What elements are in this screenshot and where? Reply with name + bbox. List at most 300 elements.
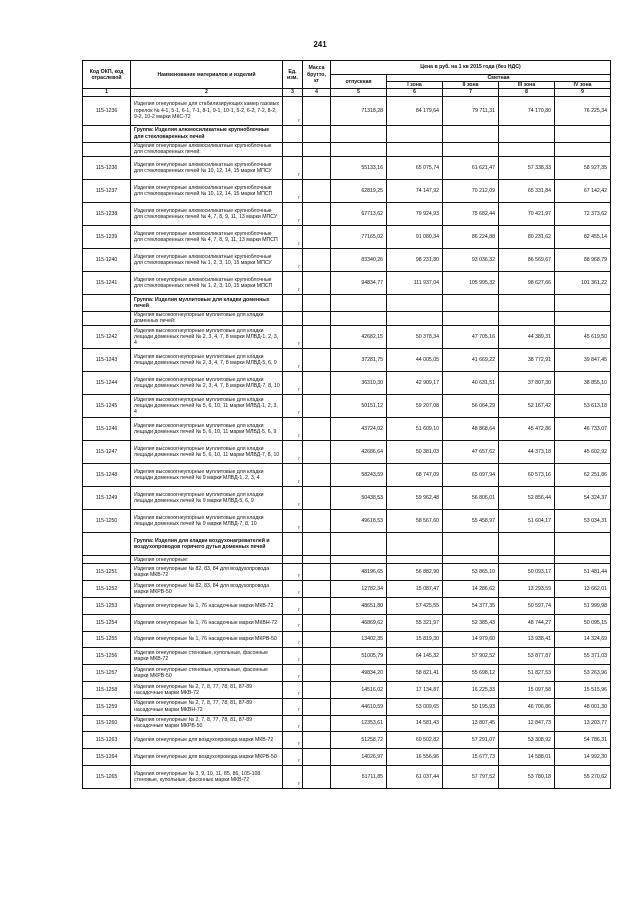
row-zone-1: 84 179,64 bbox=[387, 96, 443, 125]
row-name: Изделия огнеупорные № 1, 76 насадочные марки МКВН-72 bbox=[131, 614, 283, 631]
row-release: 94834,77 bbox=[331, 271, 387, 294]
row-release: 44610,59 bbox=[331, 698, 387, 715]
table-row bbox=[83, 372, 611, 395]
row-zone-3: 13 293,59 bbox=[499, 581, 555, 598]
row-name: Изделия огнеупорные для воздухопровода марки МКВ-72 bbox=[131, 732, 283, 749]
index-cell: 1 bbox=[83, 89, 131, 96]
row-mass bbox=[303, 248, 331, 271]
table-row bbox=[83, 202, 611, 225]
row-unit: т bbox=[283, 614, 303, 631]
row-zone-4: 50 095,15 bbox=[555, 614, 611, 631]
header-name: Наименование материалов и изделий bbox=[131, 61, 283, 89]
row-name: Изделия высокоогнеупорные муллитовые для кладки лещади доменных печей № 2, 3, 4, 7, 8 марки МЛВД-1, 2, 3, 4 bbox=[131, 326, 283, 349]
row-zone-2: 48 868,64 bbox=[443, 418, 499, 441]
row-zone-2: 14 979,60 bbox=[443, 631, 499, 648]
row-name: Изделия высокоогнеупорные муллитовые для кладки лещади доменных печей № 9 марки МЛВД-1, 2, 3, 4 bbox=[131, 464, 283, 487]
row-zone-1: 91 080,34 bbox=[387, 225, 443, 248]
row-zone-3: 38 772,91 bbox=[499, 349, 555, 372]
row-zone-3: 45 472,86 bbox=[499, 418, 555, 441]
table-row bbox=[83, 698, 611, 715]
row-code: 115-1265 bbox=[83, 765, 131, 788]
row-unit: т bbox=[283, 225, 303, 248]
row-name: Изделия огнеупорные стеновые, купольные, фасонные марки МКРВ-50 bbox=[131, 665, 283, 682]
row-mass bbox=[303, 648, 331, 665]
row-release: 13402,35 bbox=[331, 631, 387, 648]
row-zone-3: 44 389,31 bbox=[499, 326, 555, 349]
subgroup-code-empty bbox=[83, 311, 131, 325]
row-mass bbox=[303, 179, 331, 202]
row-release: 12353,61 bbox=[331, 715, 387, 732]
empty-cell bbox=[387, 311, 443, 325]
index-cell: 6 bbox=[387, 89, 443, 96]
row-mass bbox=[303, 156, 331, 179]
row-code: 115-1251 bbox=[83, 564, 131, 581]
row-zone-3: 53 308,92 bbox=[499, 732, 555, 749]
empty-cell bbox=[555, 533, 611, 556]
row-zone-2: 93 036,32 bbox=[443, 248, 499, 271]
row-code: 115-1242 bbox=[83, 326, 131, 349]
table-row bbox=[83, 225, 611, 248]
subgroup-name: Изделия огнеупорные алюмосиликатные крупноблочные для стекловаренных печей: bbox=[131, 142, 283, 156]
row-zone-1: 17 134,87 bbox=[387, 681, 443, 698]
row-name: Изделия высокоогнеупорные муллитовые для кладки лещади доменных печей № 2, 3, 4, 7, 8 марки МЛВД-7, 8, 10 bbox=[131, 372, 283, 395]
row-code: 115-1253 bbox=[83, 597, 131, 614]
row-unit: т bbox=[283, 681, 303, 698]
row-zone-2: 41 669,22 bbox=[443, 349, 499, 372]
empty-cell bbox=[443, 125, 499, 142]
row-zone-4: 51 999,98 bbox=[555, 597, 611, 614]
row-code: 115-1238 bbox=[83, 202, 131, 225]
row-mass bbox=[303, 665, 331, 682]
row-code: 115-1241 bbox=[83, 271, 131, 294]
table-row bbox=[83, 665, 611, 682]
row-name: Изделия высокоогнеупорные муллитовые для кладки лещади доменных печей № 5, 6, 10, 11 марки МЛВД-1, 2, 3, 4 bbox=[131, 395, 283, 418]
row-zone-1: 57 425,55 bbox=[387, 597, 443, 614]
row-zone-3: 12 847,73 bbox=[499, 715, 555, 732]
group-code-empty bbox=[83, 533, 131, 556]
row-code: 115-1244 bbox=[83, 372, 131, 395]
group-name: Группа: Изделия алюмосиликатные крупноблочные для стекловаренных печей bbox=[131, 125, 283, 142]
row-zone-3: 57 338,33 bbox=[499, 156, 555, 179]
row-zone-4: 54 786,31 bbox=[555, 732, 611, 749]
row-zone-2: 105 995,32 bbox=[443, 271, 499, 294]
header-zone-3: III зона bbox=[499, 82, 555, 89]
row-unit: т bbox=[283, 271, 303, 294]
empty-cell bbox=[555, 311, 611, 325]
row-unit: т bbox=[283, 441, 303, 464]
row-zone-4: 13 203,77 bbox=[555, 715, 611, 732]
row-mass bbox=[303, 597, 331, 614]
row-unit: т bbox=[283, 732, 303, 749]
row-code: 115-1243 bbox=[83, 349, 131, 372]
row-name: Изделия высокоогнеупорные муллитовые для кладки лещади доменных печей № 9 марки МЛВД-5, 6, 9 bbox=[131, 487, 283, 510]
row-zone-2: 70 212,09 bbox=[443, 179, 499, 202]
row-release: 83340,26 bbox=[331, 248, 387, 271]
table-body bbox=[83, 96, 611, 788]
row-code: 115-1256 bbox=[83, 648, 131, 665]
empty-cell bbox=[499, 294, 555, 311]
header-mass: Масса брутто, кг bbox=[303, 61, 331, 89]
empty-cell bbox=[331, 142, 387, 156]
row-unit: т bbox=[283, 156, 303, 179]
row-zone-3: 37 807,30 bbox=[499, 372, 555, 395]
empty-cell bbox=[331, 311, 387, 325]
row-mass bbox=[303, 326, 331, 349]
row-zone-2: 61 621,47 bbox=[443, 156, 499, 179]
row-zone-4: 48 001,30 bbox=[555, 698, 611, 715]
row-zone-2: 52 385,43 bbox=[443, 614, 499, 631]
row-release: 51711,85 bbox=[331, 765, 387, 788]
row-zone-4: 51 481,44 bbox=[555, 564, 611, 581]
row-unit: т bbox=[283, 564, 303, 581]
subgroup-code-empty bbox=[83, 556, 131, 564]
row-zone-1: 64 145,32 bbox=[387, 648, 443, 665]
row-code: 115-1236 bbox=[83, 96, 131, 125]
row-name: Изделия огнеупорные алюмосиликатные крупноблочные для стекловаренных печей № 4, 7, 8, 9, 11, 13 марки МПСП bbox=[131, 225, 283, 248]
row-unit: т bbox=[283, 202, 303, 225]
row-release: 14516,02 bbox=[331, 681, 387, 698]
row-unit: т bbox=[283, 648, 303, 665]
row-release: 67713,62 bbox=[331, 202, 387, 225]
table-row bbox=[83, 564, 611, 581]
table-row bbox=[83, 179, 611, 202]
row-name: Изделия огнеупорные № 2, 7, 8, 77, 78, 81, 87-89 насадочные марки МКВН-72 bbox=[131, 698, 283, 715]
row-code: 115-1250 bbox=[83, 510, 131, 533]
row-zone-1: 42 909,17 bbox=[387, 372, 443, 395]
row-code: 115-1237 bbox=[83, 179, 131, 202]
row-code: 115-1248 bbox=[83, 464, 131, 487]
row-zone-1: 58 821,41 bbox=[387, 665, 443, 682]
row-zone-4: 58 927,35 bbox=[555, 156, 611, 179]
table-row bbox=[83, 441, 611, 464]
row-zone-1: 50 378,34 bbox=[387, 326, 443, 349]
row-name: Изделия огнеупорные алюмосиликатные крупноблочные для стекловаренных печей № 4, 7, 8, 9, 11, 13 марки МПСУ bbox=[131, 202, 283, 225]
row-unit: т bbox=[283, 326, 303, 349]
row-mass bbox=[303, 441, 331, 464]
row-zone-2: 55 458,97 bbox=[443, 510, 499, 533]
row-release: 14026,97 bbox=[331, 749, 387, 766]
row-zone-4: 101 361,22 bbox=[555, 271, 611, 294]
row-name: Изделия огнеупорные № 82, 83, 84 для воздухопровода марки МКВ-72 bbox=[131, 564, 283, 581]
row-zone-1: 15 819,30 bbox=[387, 631, 443, 648]
row-zone-3: 50 093,17 bbox=[499, 564, 555, 581]
row-mass bbox=[303, 581, 331, 598]
row-release: 58243,59 bbox=[331, 464, 387, 487]
empty-cell bbox=[283, 556, 303, 564]
row-zone-3: 86 569,67 bbox=[499, 248, 555, 271]
empty-cell bbox=[499, 556, 555, 564]
row-zone-2: 13 807,45 bbox=[443, 715, 499, 732]
group-code-empty bbox=[83, 294, 131, 311]
empty-cell bbox=[387, 533, 443, 556]
row-mass bbox=[303, 418, 331, 441]
table-row bbox=[83, 631, 611, 648]
row-zone-3: 98 627,66 bbox=[499, 271, 555, 294]
row-unit: т bbox=[283, 372, 303, 395]
row-zone-1: 65 075,74 bbox=[387, 156, 443, 179]
row-mass bbox=[303, 349, 331, 372]
row-zone-2: 86 224,88 bbox=[443, 225, 499, 248]
row-release: 77165,02 bbox=[331, 225, 387, 248]
row-zone-1: 74 147,92 bbox=[387, 179, 443, 202]
empty-cell bbox=[443, 142, 499, 156]
row-zone-3: 60 573,16 bbox=[499, 464, 555, 487]
price-table bbox=[82, 60, 611, 789]
row-zone-3: 74 170,80 bbox=[499, 96, 555, 125]
row-zone-1: 16 556,96 bbox=[387, 749, 443, 766]
row-unit: т bbox=[283, 765, 303, 788]
empty-cell bbox=[283, 125, 303, 142]
row-unit: т bbox=[283, 179, 303, 202]
row-unit: т bbox=[283, 487, 303, 510]
row-name: Изделия огнеупорные алюмосиликатные крупноблочные для стекловаренных печей № 1, 2, 3, 10, 15 марки МПСП bbox=[131, 271, 283, 294]
row-unit: т bbox=[283, 749, 303, 766]
row-zone-4: 39 847,45 bbox=[555, 349, 611, 372]
row-code: 115-1252 bbox=[83, 581, 131, 598]
row-mass bbox=[303, 510, 331, 533]
row-mass bbox=[303, 271, 331, 294]
empty-cell bbox=[331, 533, 387, 556]
subgroup-row bbox=[83, 556, 611, 564]
row-unit: т bbox=[283, 464, 303, 487]
subgroup-code-empty bbox=[83, 142, 131, 156]
row-zone-4: 82 455,14 bbox=[555, 225, 611, 248]
table-row bbox=[83, 681, 611, 698]
group-name: Группа: Изделия для кладки воздухонагревателей и воздухопроводов горячего дутья доменных печей bbox=[131, 533, 283, 556]
row-zone-3: 48 744,27 bbox=[499, 614, 555, 631]
table-row bbox=[83, 510, 611, 533]
row-zone-4: 53 034,31 bbox=[555, 510, 611, 533]
table-row bbox=[83, 271, 611, 294]
row-name: Изделия высокоогнеупорные муллитовые для кладки лещади доменных печей № 5, 6, 10, 11 марки МЛВД-7, 8, 10 bbox=[131, 441, 283, 464]
row-zone-4: 76 225,34 bbox=[555, 96, 611, 125]
row-zone-3: 14 588,01 bbox=[499, 749, 555, 766]
row-zone-1: 111 937,04 bbox=[387, 271, 443, 294]
table-row bbox=[83, 581, 611, 598]
row-zone-2: 56 806,01 bbox=[443, 487, 499, 510]
row-release: 48196,65 bbox=[331, 564, 387, 581]
row-zone-2: 57 797,52 bbox=[443, 765, 499, 788]
row-mass bbox=[303, 225, 331, 248]
group-row bbox=[83, 125, 611, 142]
empty-cell bbox=[387, 556, 443, 564]
row-mass bbox=[303, 96, 331, 125]
empty-cell bbox=[283, 294, 303, 311]
row-code: 115-1245 bbox=[83, 395, 131, 418]
row-zone-3: 70 421,97 bbox=[499, 202, 555, 225]
row-release: 12782,34 bbox=[331, 581, 387, 598]
row-zone-2: 57 902,52 bbox=[443, 648, 499, 665]
table-row bbox=[83, 614, 611, 631]
row-name: Изделия огнеупорные для стабилизирующих камер газовых горелок № 4-1, 5-1, 6-1, 7-1, 8-1, 9-1, 10-1, 5-2, 6-2, 7-2, 8-2, 9-2, 10-2 марки МКС-72 bbox=[131, 96, 283, 125]
row-release: 42682,15 bbox=[331, 326, 387, 349]
row-name: Изделия огнеупорные № 2, 7, 8, 77, 78, 81, 87-89 насадочные марки МКРВ-50 bbox=[131, 715, 283, 732]
table-row bbox=[83, 487, 611, 510]
empty-cell bbox=[303, 125, 331, 142]
row-zone-2: 47 657,62 bbox=[443, 441, 499, 464]
row-zone-1: 61 037,44 bbox=[387, 765, 443, 788]
row-release: 51005,79 bbox=[331, 648, 387, 665]
row-unit: т bbox=[283, 395, 303, 418]
row-mass bbox=[303, 202, 331, 225]
row-mass bbox=[303, 765, 331, 788]
row-mass bbox=[303, 681, 331, 698]
row-zone-4: 72 373,62 bbox=[555, 202, 611, 225]
index-cell: 9 bbox=[555, 89, 611, 96]
empty-cell bbox=[555, 556, 611, 564]
empty-cell bbox=[303, 533, 331, 556]
row-mass bbox=[303, 487, 331, 510]
empty-cell bbox=[443, 311, 499, 325]
row-name: Изделия огнеупорные № 2, 7, 8, 77, 78, 81, 87-89 насадочные марки МКВ-72 bbox=[131, 681, 283, 698]
row-zone-4: 38 855,10 bbox=[555, 372, 611, 395]
row-release: 49834,20 bbox=[331, 665, 387, 682]
empty-cell bbox=[303, 311, 331, 325]
row-zone-4: 53 263,96 bbox=[555, 665, 611, 682]
row-zone-4: 53 613,18 bbox=[555, 395, 611, 418]
index-cell: 2 bbox=[131, 89, 283, 96]
row-zone-3: 51 604,17 bbox=[499, 510, 555, 533]
empty-cell bbox=[443, 533, 499, 556]
row-unit: т bbox=[283, 248, 303, 271]
table-row bbox=[83, 96, 611, 125]
header-price-group: Цена в руб. на 1 кв 2015 года (без НДС) bbox=[331, 61, 611, 75]
row-code: 115-1239 bbox=[83, 225, 131, 248]
row-zone-2: 50 195,93 bbox=[443, 698, 499, 715]
row-mass bbox=[303, 732, 331, 749]
page-number: 241 bbox=[313, 40, 327, 49]
row-zone-2: 55 698,12 bbox=[443, 665, 499, 682]
row-zone-3: 44 373,18 bbox=[499, 441, 555, 464]
header-zone-1: I зона bbox=[387, 82, 443, 89]
table-row bbox=[83, 464, 611, 487]
row-name: Изделия огнеупорные № 1, 76 насадочные марки МКРВ-50 bbox=[131, 631, 283, 648]
row-release: 49618,53 bbox=[331, 510, 387, 533]
row-zone-2: 47 705,16 bbox=[443, 326, 499, 349]
group-row bbox=[83, 294, 611, 311]
table-row bbox=[83, 418, 611, 441]
row-release: 36310,30 bbox=[331, 372, 387, 395]
row-name: Изделия огнеупорные стеновые, купольные, фасонные марки МКВ-72 bbox=[131, 648, 283, 665]
row-mass bbox=[303, 395, 331, 418]
table-row bbox=[83, 248, 611, 271]
row-unit: т bbox=[283, 597, 303, 614]
header-unit: Ед. изм. bbox=[283, 61, 303, 89]
row-zone-1: 58 567,60 bbox=[387, 510, 443, 533]
row-mass bbox=[303, 464, 331, 487]
row-zone-1: 44 005,05 bbox=[387, 349, 443, 372]
table-row bbox=[83, 648, 611, 665]
empty-cell bbox=[303, 294, 331, 311]
row-zone-3: 65 331,84 bbox=[499, 179, 555, 202]
index-cell: 7 bbox=[443, 89, 499, 96]
row-unit: т bbox=[283, 349, 303, 372]
row-zone-1: 98 231,80 bbox=[387, 248, 443, 271]
row-name: Изделия огнеупорные алюмосиликатные крупноблочные для стекловаренных печей № 1, 2, 3, 10, 15 марки МПСУ bbox=[131, 248, 283, 271]
header-release: отпускная bbox=[331, 75, 387, 89]
index-cell: 5 bbox=[331, 89, 387, 96]
row-mass bbox=[303, 614, 331, 631]
row-zone-1: 14 581,43 bbox=[387, 715, 443, 732]
row-zone-1: 79 924,93 bbox=[387, 202, 443, 225]
table-row bbox=[83, 597, 611, 614]
row-code: 115-1264 bbox=[83, 749, 131, 766]
row-zone-3: 13 938,41 bbox=[499, 631, 555, 648]
row-zone-2: 15 677,73 bbox=[443, 749, 499, 766]
subgroup-row bbox=[83, 311, 611, 325]
row-zone-3: 53 877,87 bbox=[499, 648, 555, 665]
row-zone-3: 46 706,86 bbox=[499, 698, 555, 715]
row-zone-3: 52 856,44 bbox=[499, 487, 555, 510]
empty-cell bbox=[331, 556, 387, 564]
row-release: 50151,12 bbox=[331, 395, 387, 418]
row-mass bbox=[303, 698, 331, 715]
empty-cell bbox=[331, 294, 387, 311]
table-row bbox=[83, 156, 611, 179]
group-row bbox=[83, 533, 611, 556]
header-zone-2: II зона bbox=[443, 82, 499, 89]
row-name: Изделия огнеупорные алюмосиликатные крупноблочные для стекловаренных печей № 10, 12, 14, 15 марки МПСУ bbox=[131, 156, 283, 179]
row-zone-4: 55 270,62 bbox=[555, 765, 611, 788]
row-unit: т bbox=[283, 96, 303, 125]
row-zone-3: 50 597,74 bbox=[499, 597, 555, 614]
empty-cell bbox=[499, 533, 555, 556]
row-name: Изделия высокоогнеупорные муллитовые для кладки лещади доменных печей № 9 марки МЛВД-7, 8, 10 bbox=[131, 510, 283, 533]
row-mass bbox=[303, 749, 331, 766]
index-cell: 4 bbox=[303, 89, 331, 96]
row-zone-1: 55 321,97 bbox=[387, 614, 443, 631]
row-code: 115-1257 bbox=[83, 665, 131, 682]
empty-cell bbox=[283, 533, 303, 556]
row-zone-1: 60 502,82 bbox=[387, 732, 443, 749]
row-zone-2: 56 064,29 bbox=[443, 395, 499, 418]
row-zone-1: 15 087,47 bbox=[387, 581, 443, 598]
table-row bbox=[83, 749, 611, 766]
index-cell: 3 bbox=[283, 89, 303, 96]
row-release: 51258,72 bbox=[331, 732, 387, 749]
row-zone-2: 16 225,33 bbox=[443, 681, 499, 698]
group-name: Группа: Изделия муллитовые для кладки доменных печей bbox=[131, 294, 283, 311]
group-code-empty bbox=[83, 125, 131, 142]
row-mass bbox=[303, 372, 331, 395]
row-release: 62819,25 bbox=[331, 179, 387, 202]
table-row bbox=[83, 395, 611, 418]
row-zone-3: 52 167,42 bbox=[499, 395, 555, 418]
empty-cell bbox=[555, 142, 611, 156]
row-zone-2: 79 711,31 bbox=[443, 96, 499, 125]
row-zone-3: 15 097,58 bbox=[499, 681, 555, 698]
empty-cell bbox=[283, 142, 303, 156]
row-name: Изделия огнеупорные № 3, 9, 10, 11, 85, 86, 105-108 стеновые, купольные, фасонные марки МКВ-72 bbox=[131, 765, 283, 788]
row-release: 43724,02 bbox=[331, 418, 387, 441]
row-code: 115-1236 bbox=[83, 156, 131, 179]
empty-cell bbox=[303, 142, 331, 156]
row-zone-1: 59 207,08 bbox=[387, 395, 443, 418]
row-zone-2: 57 291,07 bbox=[443, 732, 499, 749]
row-name: Изделия высокоогнеупорные муллитовые для кладки лещади доменных печей № 5, 6, 10, 11 марки МЛВД-5, 6, 9 bbox=[131, 418, 283, 441]
row-zone-4: 45 619,50 bbox=[555, 326, 611, 349]
table-row bbox=[83, 326, 611, 349]
empty-cell bbox=[443, 294, 499, 311]
row-release: 50438,53 bbox=[331, 487, 387, 510]
row-zone-1: 68 747,09 bbox=[387, 464, 443, 487]
row-zone-2: 65 097,94 bbox=[443, 464, 499, 487]
row-zone-2: 54 377,35 bbox=[443, 597, 499, 614]
table-row bbox=[83, 765, 611, 788]
row-release: 71318,28 bbox=[331, 96, 387, 125]
header-code: Код ОКП, код отраслевой bbox=[83, 61, 131, 89]
row-zone-4: 45 602,92 bbox=[555, 441, 611, 464]
